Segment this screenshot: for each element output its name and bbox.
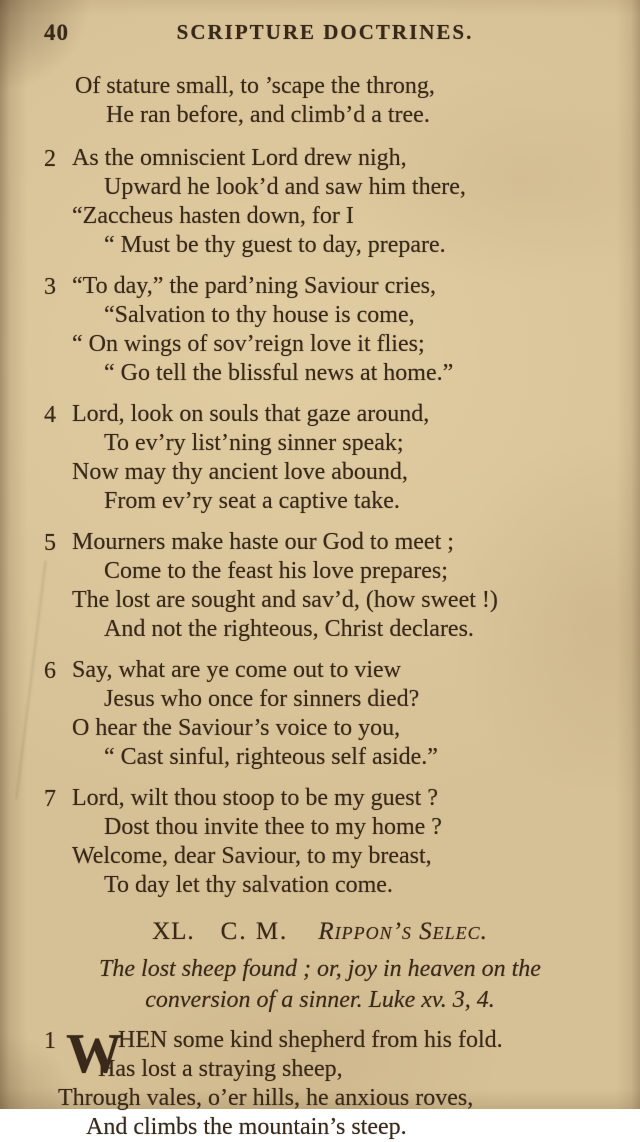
verse-line: “ Cast sinful, righteous self aside.” <box>104 744 438 770</box>
page-number: 40 <box>44 20 69 45</box>
verse-line: Now may thy ancient love abound, <box>72 459 408 485</box>
verse-line: Say, what are ye come out to view <box>72 657 402 683</box>
verse-line: Of stature small, to ’scape the throng, <box>75 73 435 99</box>
stanza-number: 1 <box>44 1028 56 1054</box>
hymn-subtitle-line: conversion of a sinner. Luke xv. 3, 4. <box>145 987 495 1013</box>
hymn-source: Rippon’s Selec. <box>318 918 488 945</box>
stanza-number: 3 <box>44 274 56 300</box>
verse-line: Lord, wilt thou stoop to be my guest ? <box>72 785 438 811</box>
verse-line: Come to the feast his love prepares; <box>104 558 448 584</box>
stanza-4 <box>0 400 640 516</box>
verse-line: As the omniscient Lord drew nigh, <box>72 145 407 171</box>
stanza-number: 5 <box>44 530 56 556</box>
verse-line: Has lost a straying sheep, <box>98 1056 343 1082</box>
stanza-7 <box>0 784 640 900</box>
verse-line: Through vales, o’er hills, he anxious roves, <box>58 1085 474 1111</box>
stanza-number: 7 <box>44 786 56 812</box>
verse-line: Upward he look’d and saw him there, <box>104 174 466 200</box>
stanza-2 <box>0 144 640 260</box>
verse-line: “ On wings of sov’reign love it flies; <box>72 331 425 357</box>
verse-line: Welcome, dear Saviour, to my breast, <box>72 843 432 869</box>
page-title: SCRIPTURE DOCTRINES. <box>176 20 474 44</box>
hymn-subtitle-line: The lost sheep found ; or, joy in heaven on the <box>99 956 541 982</box>
verse-line: And not the righteous, Christ declares. <box>104 616 474 642</box>
running-head <box>0 0 640 72</box>
stanza-5 <box>0 528 640 644</box>
verse-line: O hear the Saviour’s voice to you, <box>72 715 401 741</box>
verse-line: From ev’ry seat a captive take. <box>104 488 400 514</box>
stanza-1-hymn-xl <box>0 1023 640 1142</box>
stanza-number: 4 <box>44 402 56 428</box>
verse-line: To day let thy salvation come. <box>104 872 393 898</box>
stanza-3 <box>0 272 640 388</box>
verse-line: The lost are sought and sav’d, (how sweet !) <box>72 587 498 613</box>
verse-line: Dost thou invite thee to my home ? <box>104 814 442 840</box>
stanza-carryover <box>0 72 640 130</box>
verse-line: “Salvation to thy house is come, <box>104 302 415 328</box>
hymn-subtitle <box>0 954 640 1016</box>
verse-line: “To day,” the pard’ning Saviour cries, <box>72 273 436 299</box>
verse-line: To ev’ry list’ning sinner speak; <box>104 430 404 456</box>
stanza-number: 6 <box>44 658 56 684</box>
verse-line: He ran before, and climb’d a tree. <box>106 102 430 128</box>
verse-line: HEN some kind shepherd from his fold. <box>118 1027 503 1053</box>
verse-line: “ Go tell the blissful news at home.” <box>104 360 454 386</box>
verse-line: Lord, look on souls that gaze around, <box>72 401 430 427</box>
verse-line: Jesus who once for sinners died? <box>104 686 420 712</box>
hymn-number: XL. <box>152 918 195 945</box>
verse-line: “Zaccheus hasten down, for I <box>72 203 354 229</box>
verse-line: “ Must be thy guest to day, prepare. <box>104 232 446 258</box>
hymn-meter: C. M. <box>220 918 289 945</box>
drop-cap: W <box>66 1023 122 1085</box>
hymn-heading <box>0 916 640 948</box>
verse-line: Mourners make haste our God to meet ; <box>72 529 454 555</box>
stanza-number: 2 <box>44 146 56 172</box>
verse-line: And climbs the mountain’s steep. <box>86 1114 407 1140</box>
stanza-6 <box>0 656 640 772</box>
